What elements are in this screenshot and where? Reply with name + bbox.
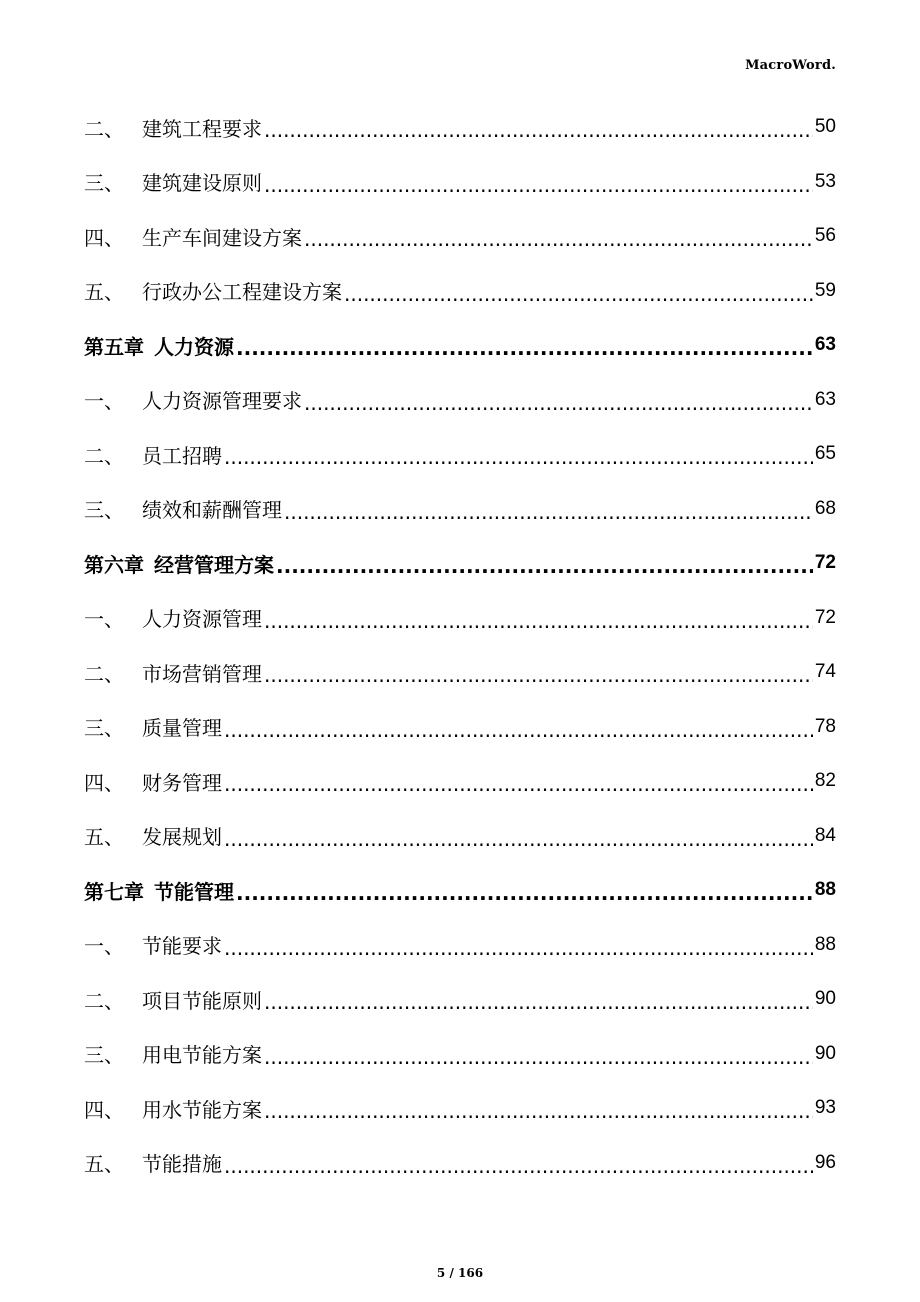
toc-dot-leader	[224, 936, 813, 960]
toc-entry-number: 四、	[84, 770, 124, 795]
toc-entry-title: 绩效和薪酬管理	[142, 498, 282, 523]
toc-entry-title: 用电节能方案	[142, 1043, 262, 1068]
toc-section-entry[interactable]	[84, 591, 836, 646]
toc-dot-leader	[264, 609, 813, 633]
toc-entry-number: 三、	[84, 171, 124, 196]
toc-entry-number: 三、	[84, 1043, 124, 1068]
toc-entry-title: 人力资源	[154, 334, 234, 359]
toc-entry-number: 二、	[84, 988, 124, 1013]
toc-entry-title: 员工招聘	[142, 443, 222, 468]
toc-section-entry[interactable]	[84, 100, 836, 155]
toc-entry-page: 72	[814, 552, 836, 574]
toc-dot-leader	[236, 881, 813, 905]
toc-section-entry[interactable]	[84, 264, 836, 319]
toc-entry-title: 节能管理	[154, 879, 234, 904]
toc-entry-number: 第五章	[84, 334, 144, 359]
toc-entry-number: 五、	[84, 825, 124, 850]
toc-entry-number: 一、	[84, 607, 124, 632]
toc-entry-number: 一、	[84, 934, 124, 959]
toc-entry-page: 74	[814, 661, 836, 683]
toc-dot-leader	[224, 827, 813, 851]
toc-section-entry[interactable]	[84, 754, 836, 809]
toc-entry-page: 72	[814, 606, 836, 628]
toc-section-entry[interactable]	[84, 482, 836, 537]
toc-section-entry[interactable]	[84, 809, 836, 864]
toc-section-entry[interactable]	[84, 373, 836, 428]
toc-entry-title: 节能要求	[142, 934, 222, 959]
toc-section-entry[interactable]	[84, 209, 836, 264]
toc-entry-page: 78	[814, 715, 836, 737]
toc-entry-page: 96	[814, 1151, 836, 1173]
toc-entry-title: 发展规划	[142, 825, 222, 850]
toc-entry-page: 68	[814, 497, 836, 519]
toc-section-entry[interactable]	[84, 155, 836, 210]
toc-entry-title: 人力资源管理	[142, 607, 262, 632]
toc-entry-title: 市场营销管理	[142, 661, 262, 686]
toc-entry-page: 50	[814, 116, 836, 138]
toc-entry-page: 90	[814, 988, 836, 1010]
toc-entry-page: 65	[814, 443, 836, 465]
toc-entry-number: 二、	[84, 443, 124, 468]
toc-entry-page: 56	[814, 225, 836, 247]
toc-entry-title: 项目节能原则	[142, 988, 262, 1013]
toc-entry-number: 五、	[84, 1152, 124, 1177]
toc-chapter-entry[interactable]	[84, 536, 836, 591]
toc-entry-title: 质量管理	[142, 716, 222, 741]
toc-entry-number: 四、	[84, 225, 124, 250]
toc-entry-page: 63	[814, 388, 836, 410]
toc-section-entry[interactable]	[84, 1136, 836, 1191]
toc-section-entry[interactable]	[84, 645, 836, 700]
toc-entry-page: 88	[814, 933, 836, 955]
toc-dot-leader	[264, 1099, 813, 1123]
toc-dot-leader	[224, 1154, 813, 1178]
toc-entry-number: 五、	[84, 280, 124, 305]
toc-section-entry[interactable]	[84, 427, 836, 482]
toc-entry-page: 93	[814, 1097, 836, 1119]
toc-entry-number: 一、	[84, 389, 124, 414]
toc-dot-leader	[224, 718, 813, 742]
toc-entry-number: 二、	[84, 116, 124, 141]
toc-section-entry[interactable]	[84, 700, 836, 755]
toc-dot-leader	[224, 772, 813, 796]
toc-entry-page: 88	[814, 879, 836, 901]
toc-dot-leader	[264, 173, 813, 197]
toc-entry-page: 59	[814, 279, 836, 301]
toc-dot-leader	[344, 282, 813, 306]
toc-section-entry[interactable]	[84, 918, 836, 973]
toc-entry-title: 建筑工程要求	[142, 116, 262, 141]
toc-chapter-entry[interactable]	[84, 318, 836, 373]
toc-dot-leader	[224, 445, 813, 469]
toc-section-entry[interactable]	[84, 972, 836, 1027]
toc-dot-leader	[304, 391, 813, 415]
toc-dot-leader	[236, 336, 813, 360]
toc-entry-number: 第七章	[84, 879, 144, 904]
toc-section-entry[interactable]	[84, 1027, 836, 1082]
toc-entry-title: 节能措施	[142, 1152, 222, 1177]
toc-entry-title: 用水节能方案	[142, 1097, 262, 1122]
toc-entry-title: 人力资源管理要求	[142, 389, 302, 414]
table-of-contents	[84, 100, 836, 1190]
toc-entry-title: 生产车间建设方案	[142, 225, 302, 250]
toc-dot-leader	[264, 663, 813, 687]
toc-entry-number: 四、	[84, 1097, 124, 1122]
toc-dot-leader	[264, 990, 813, 1014]
toc-dot-leader	[284, 500, 813, 524]
toc-entry-number: 二、	[84, 661, 124, 686]
toc-entry-number: 三、	[84, 716, 124, 741]
toc-entry-page: 82	[814, 770, 836, 792]
toc-entry-page: 84	[814, 824, 836, 846]
toc-dot-leader	[304, 227, 813, 251]
toc-dot-leader	[264, 118, 813, 142]
toc-entry-page: 63	[814, 334, 836, 356]
toc-entry-title: 经营管理方案	[154, 552, 274, 577]
toc-entry-page: 53	[814, 170, 836, 192]
toc-entry-title: 行政办公工程建设方案	[142, 280, 342, 305]
toc-dot-leader	[264, 1045, 813, 1069]
toc-entry-title: 建筑建设原则	[142, 171, 262, 196]
toc-entry-title: 财务管理	[142, 770, 222, 795]
page-number: 5 / 166	[436, 1266, 484, 1280]
toc-chapter-entry[interactable]	[84, 863, 836, 918]
toc-entry-number: 第六章	[84, 552, 144, 577]
toc-section-entry[interactable]	[84, 1081, 836, 1136]
toc-entry-number: 三、	[84, 498, 124, 523]
toc-entry-page: 90	[814, 1042, 836, 1064]
toc-dot-leader	[276, 554, 813, 578]
header-brand: MacroWord.	[745, 58, 836, 73]
